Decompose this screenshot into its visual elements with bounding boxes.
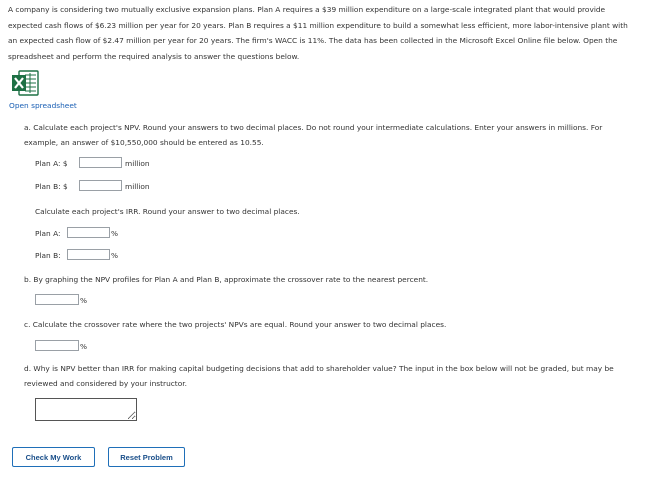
irr-plan-b-input[interactable] <box>67 249 110 260</box>
question-b: b. By graphing the NPV profiles for Plan A and Plan B, approximate the crossover rate to the nearest percent. <box>24 275 429 284</box>
percent-sign: % <box>80 342 88 351</box>
excel-icon[interactable] <box>10 69 40 97</box>
check-my-work-button[interactable]: Check My Work <box>12 447 95 467</box>
crossover-estimate-input[interactable] <box>35 294 79 305</box>
percent-sign: % <box>111 229 119 238</box>
npv-plan-b-input[interactable] <box>79 180 122 191</box>
crossover-rate-input[interactable] <box>35 340 79 351</box>
open-spreadsheet-link[interactable]: Open spreadsheet <box>9 101 77 110</box>
problem-statement: A company is considering two mutually exclusive expansion plans. Plan A requires a $39 million expenditure on a large-scale integrated plant that would provide expected cash flows of $6.23 million per year for 20 years. Plan B requires a $11 million expenditure to build a somewhat less efficient, more labor-intensive plant with an expected cash flow of $2.47 million per year for 20 years. The firm's WACC is 11%. The data has been collected in the Microsoft Excel Online file below. Open the spreadsheet and perform the required analysis to answer the questions below. <box>8 5 628 61</box>
npv-plan-a-label: Plan A: $ <box>35 159 68 168</box>
npv-plan-b-label: Plan B: $ <box>35 182 68 191</box>
npv-plan-a-unit: million <box>125 159 150 168</box>
question-c: c. Calculate the crossover rate where the two projects' NPVs are equal. Round your answer to two decimal places. <box>24 320 447 329</box>
npv-plan-a-input[interactable] <box>79 157 122 168</box>
npv-plan-b-unit: million <box>125 182 150 191</box>
irr-plan-b-label: Plan B: <box>35 251 61 260</box>
percent-sign: % <box>111 251 119 260</box>
irr-plan-a-label: Plan A: <box>35 229 61 238</box>
question-a: a. Calculate each project's NPV. Round your answers to two decimal places. Do not round your intermediate calculations. Enter your answers in millions. For example, an answer of $10,550,000 should be entered as 10.55. <box>24 123 603 147</box>
percent-sign: % <box>80 296 88 305</box>
question-d: d. Why is NPV better than IRR for making capital budgeting decisions that add to shareholder value? The input in the box below will not be graded, but may be reviewed and considered by your instructor. <box>24 364 614 388</box>
reset-problem-button[interactable]: Reset Problem <box>108 447 185 467</box>
irr-plan-a-input[interactable] <box>67 227 110 238</box>
irr-question: Calculate each project's IRR. Round your answer to two decimal places. <box>35 207 300 216</box>
answer-textarea[interactable] <box>35 398 137 421</box>
